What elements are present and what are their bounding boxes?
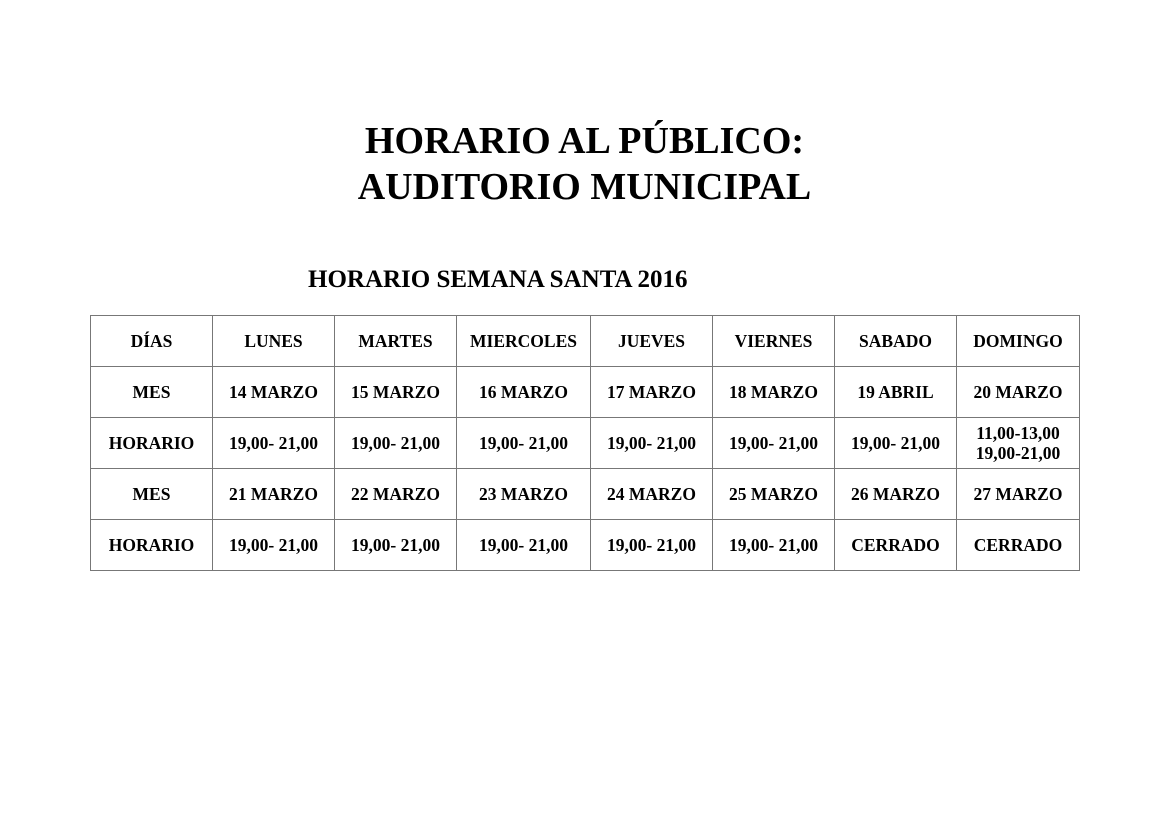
table-row <box>91 469 1080 520</box>
hours-cell-sunday <box>957 418 1080 469</box>
hours-cell: 19,00- 21,00 <box>591 520 713 571</box>
date-cell: 26 MARZO <box>835 469 957 520</box>
title-line-2: AUDITORIO MUNICIPAL <box>357 166 812 208</box>
sunday-hours-morning: 11,00-13,00 <box>976 423 1060 443</box>
hours-cell: 19,00- 21,00 <box>591 418 713 469</box>
header-cell-jueves: JUEVES <box>591 316 713 367</box>
date-cell: 21 MARZO <box>213 469 335 520</box>
table-row <box>91 520 1080 571</box>
table-row <box>91 367 1080 418</box>
hours-cell: 19,00- 21,00 <box>335 520 457 571</box>
date-cell: 20 MARZO <box>957 367 1080 418</box>
title-line-1: HORARIO AL PÚBLICO: <box>364 120 805 162</box>
date-cell: 27 MARZO <box>957 469 1080 520</box>
hours-cell: 19,00- 21,00 <box>213 418 335 469</box>
header-cell-martes: MARTES <box>335 316 457 367</box>
page-title <box>0 118 1169 210</box>
row-label: MES <box>91 367 213 418</box>
date-cell: 23 MARZO <box>457 469 591 520</box>
hours-cell: CERRADO <box>957 520 1080 571</box>
date-cell: 22 MARZO <box>335 469 457 520</box>
hours-cell: 19,00- 21,00 <box>713 418 835 469</box>
header-row <box>91 316 1080 367</box>
header-cell-viernes: VIERNES <box>713 316 835 367</box>
hours-cell: 19,00- 21,00 <box>713 520 835 571</box>
date-cell: 17 MARZO <box>591 367 713 418</box>
row-label: HORARIO <box>91 418 213 469</box>
header-cell-dias: DÍAS <box>91 316 213 367</box>
row-label: MES <box>91 469 213 520</box>
header-cell-lunes: LUNES <box>213 316 335 367</box>
date-cell: 25 MARZO <box>713 469 835 520</box>
date-cell: 14 MARZO <box>213 367 335 418</box>
date-cell: 24 MARZO <box>591 469 713 520</box>
schedule-subtitle: HORARIO SEMANA SANTA 2016 <box>308 266 688 293</box>
table-row <box>91 418 1080 469</box>
hours-cell: 19,00- 21,00 <box>457 520 591 571</box>
date-cell: 16 MARZO <box>457 367 591 418</box>
date-cell: 19 ABRIL <box>835 367 957 418</box>
header-cell-miercoles: MIERCOLES <box>457 316 591 367</box>
hours-cell: CERRADO <box>835 520 957 571</box>
date-cell: 15 MARZO <box>335 367 457 418</box>
sunday-hours-evening: 19,00-21,00 <box>975 443 1061 463</box>
header-cell-sabado: SABADO <box>835 316 957 367</box>
schedule-table <box>90 315 1080 571</box>
row-label: HORARIO <box>91 520 213 571</box>
hours-cell: 19,00- 21,00 <box>335 418 457 469</box>
hours-cell: 19,00- 21,00 <box>213 520 335 571</box>
header-cell-domingo: DOMINGO <box>957 316 1080 367</box>
date-cell: 18 MARZO <box>713 367 835 418</box>
hours-cell: 19,00- 21,00 <box>457 418 591 469</box>
hours-cell: 19,00- 21,00 <box>835 418 957 469</box>
